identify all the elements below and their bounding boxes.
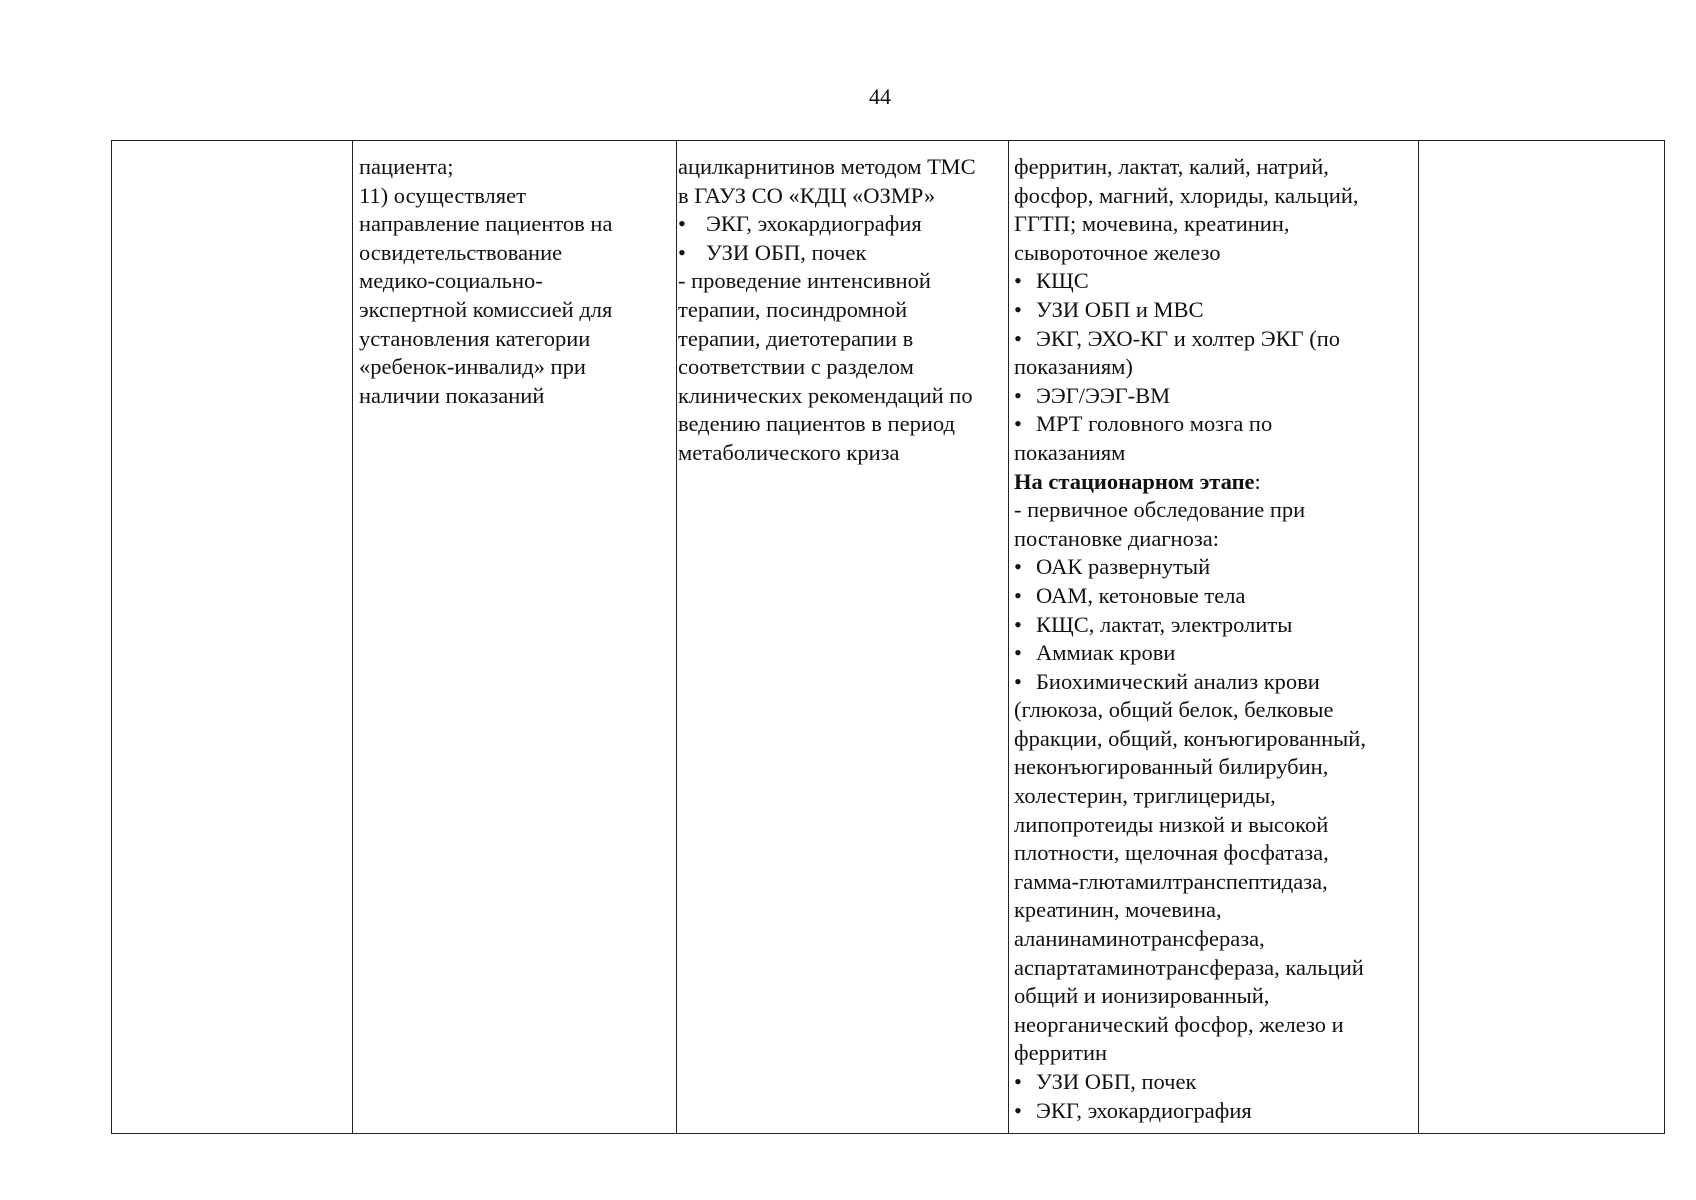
bullet-icon: •: [1014, 325, 1022, 351]
bullet-icon: •: [1014, 668, 1022, 694]
text-line: направление пациентов на: [359, 211, 613, 237]
bullet-icon: •: [1014, 1069, 1022, 1094]
bullet-text: КЩС, лактат, электролиты: [1036, 611, 1293, 637]
text-line: гамма-глютамилтранспептидаза,: [1014, 868, 1328, 894]
bullet-item: [1014, 639, 1414, 668]
bullet-text: Аммиак крови: [1036, 640, 1176, 666]
text-line: общий и ионизированный,: [1014, 983, 1270, 1009]
text-line: ацилкарнитинов методом ТМС: [678, 154, 976, 179]
bullet-text: ЭКГ, эхокардиография: [1036, 1097, 1252, 1123]
text-line: метаболического криза: [678, 439, 900, 465]
text-line: плотности, щелочная фосфатаза,: [1014, 840, 1329, 866]
text-line: - проведение интенсивной: [678, 268, 931, 294]
text-line: холестерин, триглицериды,: [1014, 783, 1276, 809]
bullet-text: ОАК развернутый: [1036, 554, 1211, 580]
text-line: ведению пациентов в период: [678, 411, 955, 437]
stage-heading-colon: :: [1254, 468, 1261, 494]
bullet-continuation: показаниям): [1014, 354, 1133, 380]
text-line: ГГТП; мочевина, креатинин,: [1014, 211, 1290, 237]
bullet-text: ЭКГ, ЭХО-КГ и холтер ЭКГ (по: [1036, 325, 1340, 351]
bullet-text: МРТ головного мозга по: [1036, 411, 1273, 437]
bullet-item: [1014, 267, 1414, 296]
text-line: фракции, общий, конъюгированный,: [1014, 725, 1366, 751]
table-cell-col3: [677, 141, 1009, 1134]
text-line: «ребенок-инвалид» при: [359, 354, 586, 380]
text-line: медико-социально-: [359, 268, 543, 294]
text-line: соответствии с разделом: [678, 354, 914, 380]
bullet-text: ОАМ, кетоновые тела: [1036, 582, 1246, 608]
bullet-icon: •: [1014, 382, 1022, 408]
text-line: клинических рекомендаций по: [678, 382, 973, 408]
bullet-text: УЗИ ОБП, почек: [1036, 1069, 1197, 1094]
bullet-continuation: показаниям: [1014, 439, 1126, 465]
text-line: пациента;: [359, 154, 454, 179]
text-line: липопротеиды низкой и высокой: [1014, 811, 1329, 837]
text-line: освидетельствование: [359, 239, 563, 265]
bullet-item: [1014, 582, 1414, 611]
text-line: наличии показаний: [359, 382, 545, 408]
bullet-text: Биохимический анализ крови: [1036, 668, 1320, 694]
text-line: экспертной комиссией для: [359, 296, 613, 322]
bullet-icon: •: [1014, 296, 1022, 322]
bullet-item: [1014, 1068, 1414, 1097]
text-line: креатинин, мочевина,: [1014, 897, 1222, 923]
stage-heading-line: [1014, 468, 1414, 497]
table-row: [112, 141, 1665, 1134]
text-line: 11) осуществляет: [359, 182, 526, 208]
text-line: неконъюгированный билирубин,: [1014, 754, 1329, 780]
text-line: постановке диагноза:: [1014, 525, 1219, 551]
text-line: установления категории: [359, 325, 591, 351]
bullet-text: УЗИ ОБП и МВС: [1036, 296, 1204, 322]
table-cell-col2: [353, 141, 677, 1134]
text-line: ферритин: [1014, 1040, 1108, 1066]
table-cell-col5: [1419, 141, 1665, 1134]
text-line: - первичное обследование при: [1014, 497, 1306, 523]
bullet-item: [678, 239, 1006, 268]
bullet-item: [1014, 553, 1414, 582]
text-line: в ГАУЗ СО «КДЦ «ОЗМР»: [678, 182, 936, 208]
text-line: аланинаминотрансфераза,: [1014, 926, 1265, 952]
bullet-item: [1014, 325, 1414, 354]
bullet-icon: •: [1014, 582, 1022, 608]
bullet-icon: •: [1014, 411, 1022, 437]
bullet-icon: •: [1014, 611, 1022, 637]
bullet-icon: •: [1014, 554, 1022, 580]
bullet-icon: •: [1014, 1097, 1022, 1123]
bullet-text: ЭКГ, эхокардиография: [706, 211, 922, 237]
bullet-item: [1014, 410, 1414, 439]
text-line: ферритин, лактат, калий, натрий,: [1014, 154, 1329, 179]
bullet-text: УЗИ ОБП, почек: [706, 239, 867, 265]
bullet-icon: •: [1014, 268, 1022, 294]
bullet-item: [1014, 296, 1414, 325]
bullet-item: [1014, 382, 1414, 411]
text-line: фосфор, магний, хлориды, кальций,: [1014, 182, 1359, 208]
table-cell-col4: [1009, 141, 1419, 1134]
stage-heading: На стационарном этапе: [1014, 468, 1255, 494]
text-line: терапии, диетотерапии в: [678, 325, 914, 351]
bullet-item: [678, 210, 1006, 239]
bullet-icon: •: [678, 211, 686, 237]
bullet-item: [1014, 1097, 1414, 1126]
page-number: 44: [869, 84, 891, 109]
bullet-item: [1014, 668, 1414, 697]
bullet-text: ЭЭГ/ЭЭГ-ВМ: [1036, 382, 1171, 408]
bullet-item: [1014, 611, 1414, 640]
text-line: терапии, посиндромной: [678, 296, 908, 322]
table-cell-col1: [112, 141, 353, 1134]
document-table: [111, 140, 1665, 1134]
text-line: неорганический фосфор, железо и: [1014, 1011, 1344, 1037]
bullet-icon: •: [1014, 640, 1022, 666]
bullet-text: КЩС: [1036, 268, 1089, 294]
text-line: сывороточное железо: [1014, 239, 1221, 265]
text-line: (глюкоза, общий белок, белковые: [1014, 697, 1334, 723]
text-line: аспартатаминотрансфераза, кальций: [1014, 954, 1364, 980]
bullet-icon: •: [678, 239, 686, 265]
